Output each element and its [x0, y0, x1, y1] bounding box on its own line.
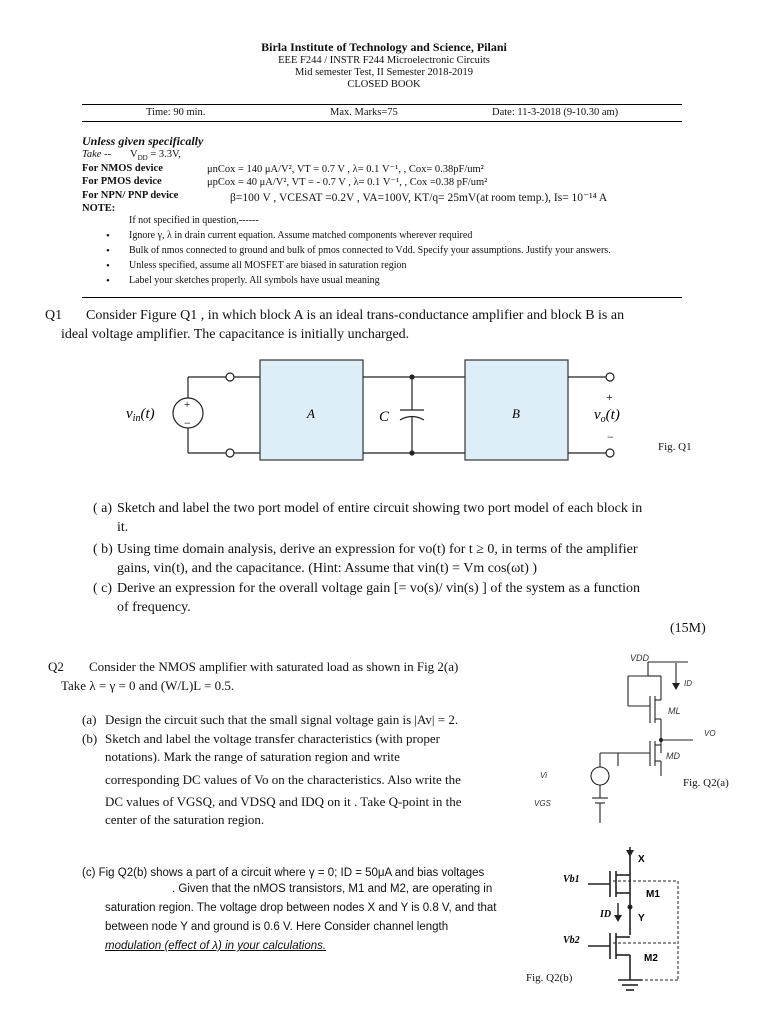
q1-part-a-label: ( a): [93, 501, 113, 516]
q1-part-c-text: Derive an expression for the overall voltage gain [= vo(s)/ vin(s) ] of the system as a function: [117, 581, 641, 596]
note-label: NOTE:: [82, 203, 116, 214]
pmos-label: For PMOS device: [82, 176, 162, 187]
vi-label: Vi: [540, 771, 547, 780]
vgs-label: VGS: [534, 799, 551, 808]
ml-label: ML: [668, 706, 681, 716]
q1-marks: (15M): [670, 621, 706, 636]
figure-q1-diagram: [120, 355, 640, 470]
q2-part-b-label: (b): [82, 731, 98, 746]
test-name: Mid semester Test, II Semester 2018-2019: [294, 67, 474, 78]
vb1-label: Vb1: [563, 874, 580, 885]
q2-text-line1: Consider the NMOS amplifier with saturated load as shown in Fig 2(a): [89, 659, 459, 674]
node-dot: [409, 450, 414, 455]
q1-number: Q1: [45, 308, 63, 323]
params-heading: Unless given specifically: [82, 134, 204, 148]
arrow-icon: [672, 683, 680, 690]
note-item: • Unless specified, assume all MOSFET are biased in saturation region: [129, 260, 729, 275]
q2-part-c-line: modulation (effect of λ) in your calculations.: [105, 940, 327, 952]
vb2-label: Vb2: [563, 935, 580, 946]
note-item: • Bulk of nmos connected to ground and bulk of pmos connected to Vdd. Specify your assumptions. Justify your answers.: [129, 245, 729, 260]
m2-label: M2: [644, 953, 658, 964]
plus-sign: +: [606, 390, 613, 404]
vdd-label: VDD: [630, 653, 650, 663]
q1-part-b-text2: gains, vin(t), and the capacitance. (Hint: Assume that vin(t) = Vm cos(ωt) ): [117, 561, 538, 576]
minus-sign: −: [184, 416, 191, 430]
figure-q2a-diagram: [528, 648, 748, 833]
id-label: ID: [684, 679, 692, 688]
marks-info: Max. Marks=75: [330, 107, 398, 118]
q1-part-c-text2: of frequency.: [117, 600, 191, 615]
q1-part-b-label: ( b): [93, 542, 113, 557]
q1-part-a-text: Sketch and label the two port model of entire circuit showing two port model of each block in: [117, 501, 643, 516]
md-label: MD: [666, 751, 680, 761]
vo-label: VO: [704, 729, 716, 738]
q2-part-b-line: Sketch and label the voltage transfer characteristics (with proper: [105, 731, 440, 746]
bjt-label: For NPN/ PNP device: [82, 190, 179, 201]
q2-text-line2: Take λ = γ = 0 and (W/L)L = 0.5.: [61, 678, 235, 693]
q1-part-b-text: Using time domain analysis, derive an expression for vo(t) for t ≥ 0, in terms of the amplifier: [117, 542, 638, 557]
id-label: ID: [600, 909, 612, 920]
fig-q1-caption: Fig. Q1: [658, 441, 692, 453]
arrow-icon: [626, 850, 634, 857]
note-item: If not specified in question,------: [129, 215, 259, 226]
q2-part-c-line: saturation region. The voltage drop between nodes X and Y is 0.8 V, and that: [105, 902, 497, 914]
capacitor-label: C: [379, 409, 390, 425]
divider: [82, 297, 682, 298]
q2-part-a-label: (a): [82, 712, 97, 727]
node-dot: [659, 738, 663, 742]
q2-number: Q2: [48, 659, 64, 674]
q2-part-b-line: notations). Mark the range of saturation region and write: [105, 749, 400, 764]
nmos-label: For NMOS device: [82, 163, 163, 174]
date-info: Date: 11-3-2018 (9-10.30 am): [492, 107, 619, 118]
m1-label: M1: [646, 889, 660, 900]
q2-part-c-line: . Given that the nMOS transistors, M1 and M2, are operating in: [172, 883, 493, 895]
minus-sign: −: [607, 430, 614, 444]
q2-part-b-line: DC values of VGSQ, and VDSQ and IDQ on it . Take Q-point in the: [105, 794, 462, 809]
nmos-value: μnCox = 140 μA/V², VT = 0.7 V , λ= 0.1 V⁻¹, , Cox= 0.38pF/um²: [207, 164, 484, 175]
take-label: Take --: [82, 149, 112, 160]
figure-q2b-diagram: [558, 845, 733, 995]
node-dot: [409, 374, 414, 379]
node-x-label: X: [638, 854, 645, 865]
fig-q2b-caption: Fig. Q2(b): [526, 972, 573, 984]
q2-part-b-line: center of the saturation region.: [105, 812, 265, 827]
take-value: $V_{DD} = 3.3V$,: [130, 149, 181, 163]
note-item: • Ignore γ, λ in drain current equation. Assume matched components wherever required: [129, 230, 729, 245]
q1-part-a-text2: it.: [117, 520, 129, 535]
q2-part-c-line: between node Y and ground is 0.6 V. Here Consider channel length: [105, 921, 449, 933]
block-a-label: A: [307, 406, 315, 421]
plus-sign: +: [184, 399, 191, 411]
q2-part-c-line: (c) Fig Q2(b) shows a part of a circuit where γ = 0; ID = 50μA and bias voltages: [82, 867, 485, 879]
q1-text-line2: ideal voltage amplifier. The capacitance is initially uncharged.: [61, 327, 410, 342]
institute-name: Birla Institute of Technology and Science, Pilani: [261, 40, 507, 54]
q1-part-c-label: ( c): [93, 581, 113, 596]
block-b-label: B: [512, 406, 520, 421]
node-dot: [628, 905, 633, 910]
note-item: • Label your sketches properly. All symbols have usual meaning: [129, 275, 729, 290]
node-y-label: Y: [638, 913, 645, 924]
bjt-value: β=100 V , VCESAT =0.2V , VA=100V, KT/q= 25mV(at room temp.), Is= 10⁻¹⁴ A: [230, 192, 608, 204]
course-code: EEE F244 / INSTR F244 Microelectronic Circuits: [278, 55, 490, 66]
fig-q2a-caption: Fig. Q2(a): [683, 777, 729, 789]
divider: [82, 104, 682, 105]
q2-part-a-text: Design the circuit such that the small signal voltage gain is |Av| = 2.: [105, 712, 459, 727]
divider: [82, 121, 682, 122]
vo-label: $v_o(t)$: [594, 407, 620, 425]
q1-text-line1: Consider Figure Q1 , in which block A is an ideal trans-conductance amplifier and block B is an: [86, 308, 625, 323]
arrow-icon: [614, 915, 622, 922]
vin-label: $v_{in}(t)$: [126, 406, 155, 424]
exam-mode: CLOSED BOOK: [347, 79, 421, 90]
q2-part-b-line: corresponding DC values of Vo on the characteristics. Also write the: [105, 772, 461, 787]
notes-list: [129, 215, 729, 290]
time-info: Time: 90 min.: [146, 107, 206, 118]
pmos-value: μpCox = 40 μA/V², VT = - 0.7 V , λ= 0.1 V⁻¹, , Cox =0.38 pF/um²: [207, 177, 488, 188]
